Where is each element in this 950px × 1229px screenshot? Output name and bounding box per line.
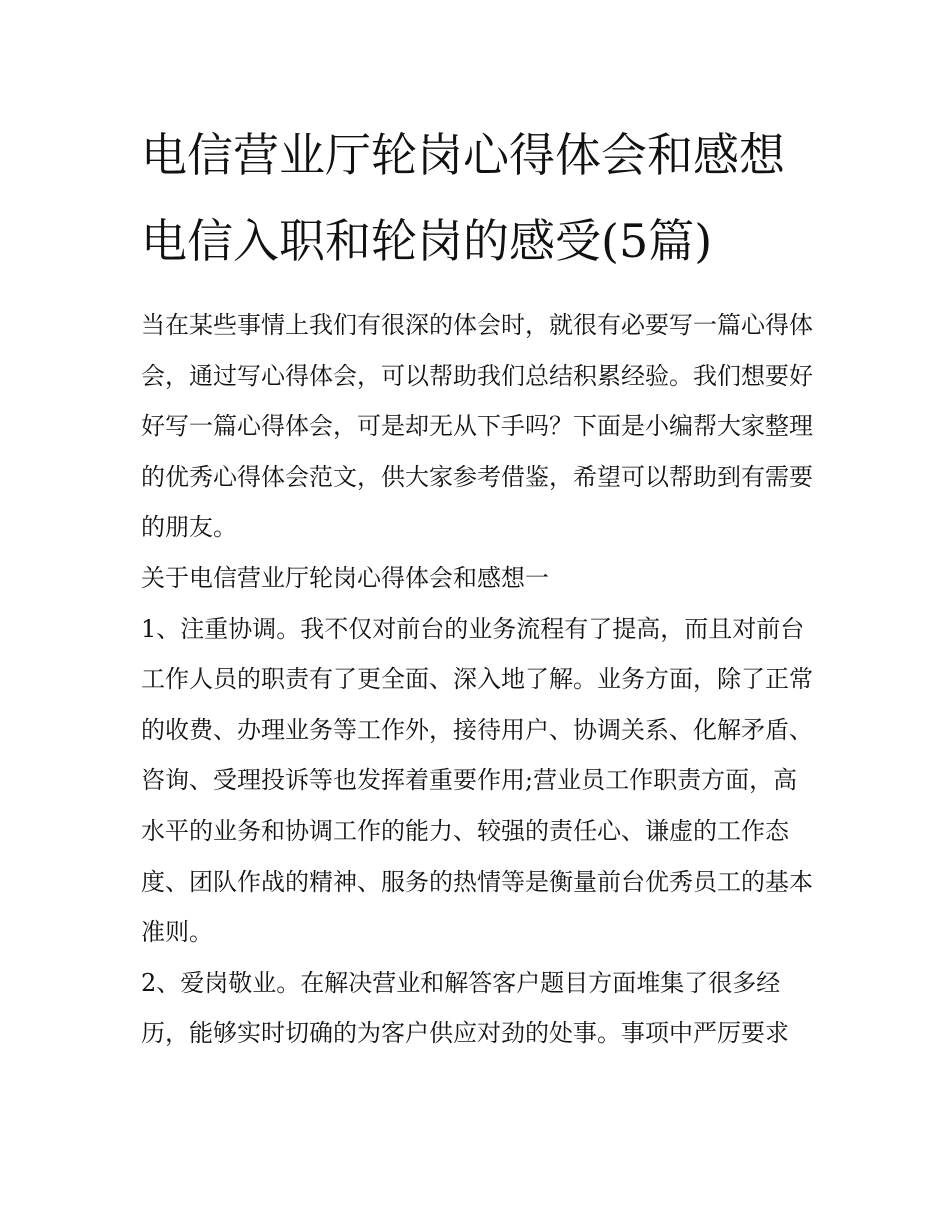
document-title: 电信营业厅轮岗心得体会和感想 电信入职和轮岗的感受(5篇) (141, 128, 785, 268)
document-page (141, 112, 813, 1059)
section-heading: 关于电信营业厅轮岗心得体会和感想一 (141, 563, 549, 592)
body-paragraph-1: 1、注重协调。我不仅对前台的业务流程有了提高，而且对前台工作人员的职责有了更全面、深入地了解。业务方面，除了正常的收费、办理业务等工作外，接待用户、协调关系、化解矛盾、咨询、受理投诉等也发挥着重要作用;营业员工作职责方面，高水平的业务和协调工作的能力、较强的责任心、谦虚的工作态度、团队作战的精神、服务的热情等是衡量前台优秀员工的基本准则。 (141, 614, 813, 947)
body-paragraph-2: 2、爱岗敬业。在解决营业和解答客户题目方面堆集了很多经历，能够实时切确的为客户供应对劲的处事。事项中严厉要求 (141, 968, 789, 1048)
intro-paragraph: 当在某些事情上我们有很深的体会时，就很有必要写一篇心得体会，通过写心得体会，可以帮助我们总结积累经验。我们想要好好写一篇心得体会，可是却无从下手吗？下面是小编帮大家整理的优秀心得体会范文，供大家参考借鉴，希望可以帮助到有需要的朋友。 (141, 311, 813, 542)
